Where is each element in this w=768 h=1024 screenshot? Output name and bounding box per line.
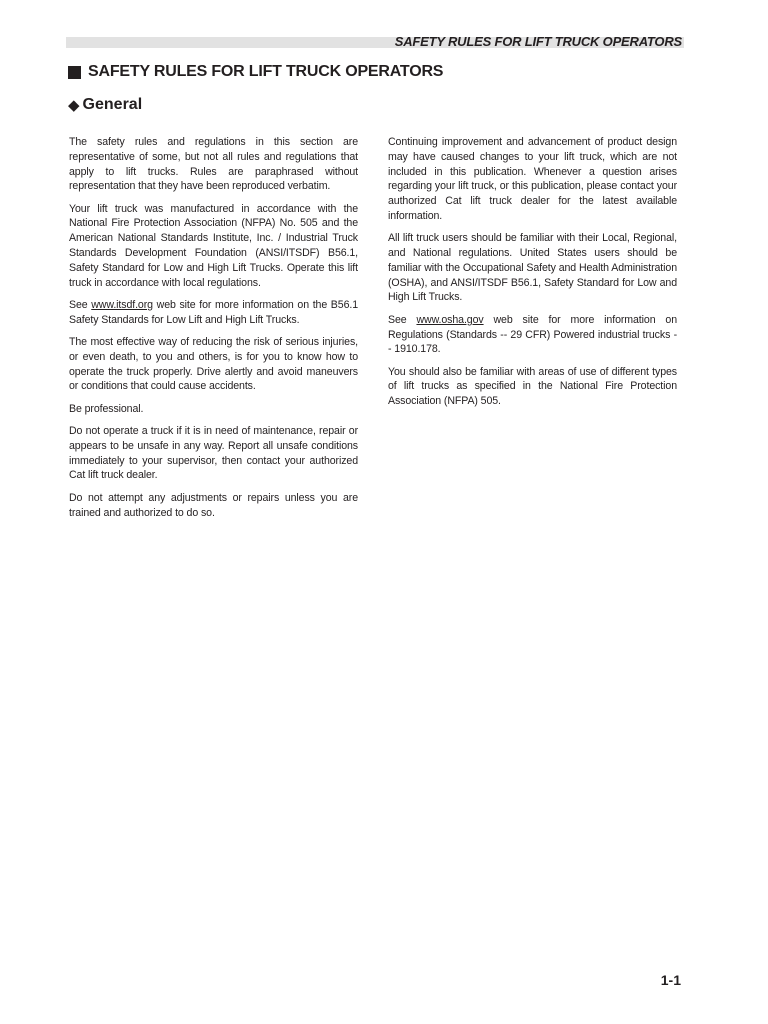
osha-link[interactable]: www.osha.gov bbox=[416, 313, 484, 326]
paragraph: All lift truck users should be familiar with their Local, Regional, and National regulations. United States users should be familiar with the Occupational Safety and Health Administration (OSHA), and ANSI/ITSDF B56.1, Safety Standard for Low and High Lift Trucks. bbox=[388, 232, 677, 304]
left-column bbox=[69, 135, 358, 528]
section-title: SAFETY RULES FOR LIFT TRUCK OPERATORS bbox=[88, 63, 444, 80]
paragraph: Be professional. bbox=[69, 402, 144, 415]
running-header-title: SAFETY RULES FOR LIFT TRUCK OPERATORS bbox=[394, 34, 682, 49]
text: web site for more information on Regulations (Standards -- 29 CFR) Powered industrial trucks - - 1910.178. bbox=[388, 313, 677, 356]
page-number: 1-1 bbox=[660, 972, 681, 988]
paragraph-itsdf bbox=[69, 298, 358, 328]
paragraph: You should also be familiar with areas of use of different types of lift trucks as specified in the National Fire Protection Association (NFPA) 505. bbox=[388, 365, 677, 408]
itsdf-link[interactable]: www.itsdf.org bbox=[91, 298, 153, 311]
square-bullet-icon bbox=[68, 66, 81, 79]
paragraph: Do not attempt any adjustments or repairs unless you are trained and authorized to do so. bbox=[69, 491, 358, 519]
subsection-title: General bbox=[82, 96, 143, 113]
paragraph: Your lift truck was manufactured in accordance with the National Fire Protection Association (NFPA) No. 505 and the American National Standards Institute, Inc. / Industrial Truck Standards Development Foundation (ANSI/ITSDF) B56.1, Safety Standard for Low and High Lift Trucks. Operate this lift truck in accordance with local regulations. bbox=[69, 202, 358, 289]
text: web site for more information on the B56.1 Safety Standards for Low Lift and High Lift Trucks. bbox=[69, 298, 358, 326]
text: See bbox=[69, 298, 92, 311]
paragraph: Do not operate a truck if it is in need of maintenance, repair or appears to be unsafe in any way. Report all unsafe conditions immediately to your supervisor, then contact your authorized Cat lift truck dealer. bbox=[69, 425, 358, 482]
paragraph: Continuing improvement and advancement of product design may have caused changes to your lift truck, which are not included in this publication. Whenever a question arises regarding your lift truck, or this publication, please contact your authorized Cat lift truck dealer for the latest available information. bbox=[388, 136, 677, 222]
text: See bbox=[388, 313, 417, 326]
subsection-heading bbox=[68, 96, 142, 114]
paragraph: The safety rules and regulations in this section are representative of some, but not all rules and regulations that apply to lift trucks. Rules are paraphrased without representation that they have been reproduced verbatim. bbox=[69, 136, 358, 193]
diamond-bullet-icon: ◆ bbox=[68, 96, 80, 114]
section-heading bbox=[68, 63, 443, 81]
right-column bbox=[388, 135, 677, 417]
paragraph-osha bbox=[388, 313, 677, 357]
paragraph: The most effective way of reducing the risk of serious injuries, or even death, to you and others, is for you to know how to operate the truck properly. Drive alertly and avoid maneuvers or conditions that could cause accidents. bbox=[69, 336, 358, 393]
